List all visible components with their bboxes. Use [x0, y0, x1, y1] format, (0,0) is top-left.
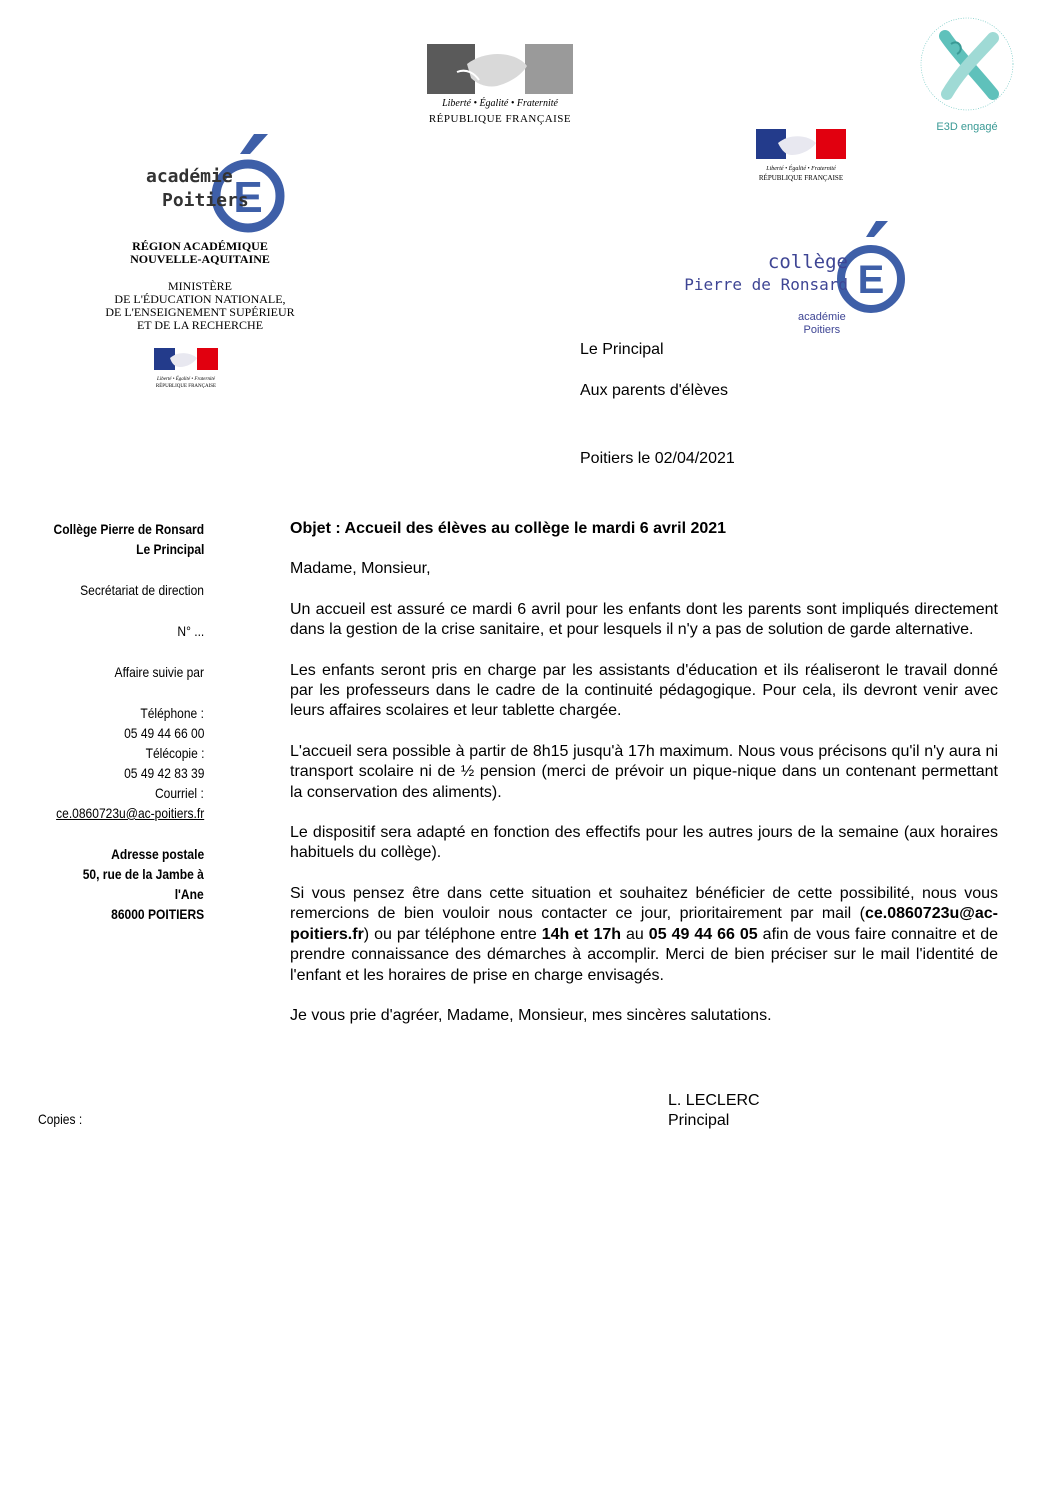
- marianne-icon: [427, 44, 573, 94]
- college-academie: académie Poitiers: [798, 311, 846, 336]
- college-name: Pierre de Ronsard: [684, 275, 848, 294]
- college-word: collège: [767, 251, 848, 273]
- sender: Le Principal: [580, 341, 664, 358]
- sidebar-addr1: 50, rue de la Jambe à: [82, 866, 204, 882]
- rf-name: RÉPUBLIQUE FRANÇAISE: [428, 113, 572, 125]
- republique-francaise-left-logo: [154, 348, 218, 389]
- e3d-logo: [912, 14, 1022, 133]
- svg-text:E: E: [233, 173, 263, 222]
- academie-word: académie: [146, 166, 233, 187]
- sidebar-college: Collège Pierre de Ronsard: [53, 521, 204, 537]
- rf-motto: Liberté • Égalité • Fraternité: [442, 98, 558, 109]
- sidebar-addr3: 86000 POITIERS: [110, 906, 204, 922]
- rf-flag-icon: [756, 129, 846, 159]
- ministere: MINISTÈRE DE L'ÉDUCATION NATIONALE, DE L'ENSEIGNEMENT SUPÉRIEUR ET DE LA RECHERCHE: [105, 279, 295, 332]
- rf-right-motto: Liberté • Égalité • Fraternité: [766, 166, 836, 172]
- rf-left-name: RÉPUBLIQUE FRANÇAISE: [155, 384, 217, 389]
- sidebar-mail-label: Courriel :: [155, 785, 204, 801]
- sidebar-addr-label: Adresse postale: [110, 846, 204, 862]
- recipient: Aux parents d'élèves: [580, 382, 729, 399]
- sidebar-fax-label: Télécopie :: [145, 745, 204, 761]
- academie-poitiers-logo: [140, 132, 290, 234]
- rf-left-flag-icon: [154, 348, 218, 370]
- paragraph-4: Le dispositif sera adapté en fonction des effectifs pour les autres jours de la semaine (aux horaires habituels du collège).: [290, 824, 998, 862]
- sidebar-tel-label: Téléphone :: [140, 705, 204, 721]
- sidebar-affaire: Affaire suivie par: [114, 664, 204, 680]
- contact-hours: 14h et 17h: [541, 925, 622, 943]
- republique-francaise-logo: [427, 44, 573, 125]
- sidebar-addr2: l'Ane: [175, 886, 204, 902]
- contact-mail[interactable]: ce.0860723u@ac-poitiers.fr: [290, 905, 998, 943]
- sidebar-numero: N° ...: [177, 623, 204, 639]
- paragraph-3: L'accueil sera possible à partir de 8h15 jusqu'à 17h maximum. Nous vous précisons qu'il n'y aura ni transport scolaire ni de ½ pension (merci de prévoir un pique-nique dans un contenant permettant la conservation des aliments).: [290, 742, 998, 801]
- objet: Objet : Accueil des élèves au collège le mardi 6 avril 2021: [290, 520, 727, 537]
- signature-name: L. LECLERC: [668, 1092, 760, 1109]
- contact-phone: 05 49 44 66 05: [648, 925, 758, 943]
- sidebar-secretariat: Secrétariat de direction: [80, 582, 204, 598]
- rf-right-name: RÉPUBLIQUE FRANÇAISE: [758, 174, 844, 182]
- paragraph-1: Un accueil est assuré ce mardi 6 avril pour les enfants dont les parents sont impliqués directement dans la gestion de la crise sanitaire, et pour lesquels il n'y a pas de solution de garde alternative.: [290, 600, 998, 639]
- sidebar-fax: 05 49 42 83 39: [123, 765, 204, 781]
- paragraph-5: Si vous pensez être dans cette situation et souhaitez bénéficier de cette possibilité, nous vous remercions de bien vouloir nous contacter ce jour, prioritairement par mail (ce.0860723u@ac-poitiers.fr) ou par téléphone entre 14h et 17h au 05 49 44 66 05 afin de vous faire connaitre et de prendre connaissance des démarches à accomplir. Merci de bien préciser sur le mail l'identité de l'enfant et les horaires de prise en charge envisagés.: [290, 884, 999, 984]
- e3d-label: E3D engagé: [936, 121, 998, 133]
- e3d-ribbon-icon: [917, 14, 1017, 114]
- sidebar-tel: 05 49 44 66 00: [123, 725, 204, 741]
- republique-francaise-small-logo: [756, 129, 846, 182]
- salutation: Madame, Monsieur,: [290, 560, 431, 578]
- signature-title: Principal: [668, 1112, 730, 1129]
- sidebar-role: Le Principal: [135, 541, 204, 557]
- place-date: Poitiers le 02/04/2021: [580, 450, 735, 467]
- rf-left-motto: Liberté • Égalité • Fraternité: [157, 377, 215, 382]
- closing: Je vous prie d'agréer, Madame, Monsieur, mes sincères salutations.: [290, 1006, 772, 1024]
- sidebar: [0, 519, 204, 924]
- academie-city: Poitiers: [162, 190, 249, 211]
- signature: [668, 1091, 760, 1131]
- paragraph-2: Les enfants seront pris en charge par les assistants d'éducation et ils réaliseront le travail donné par les professeurs dans le cadre de la continuité pédagogique. Pour cela, ils devront venir avec leurs affaires scolaires et leur tablette chargée.: [290, 661, 998, 720]
- copies-label: Copies :: [38, 1111, 83, 1127]
- sidebar-mail-link[interactable]: ce.0860723u@ac-poitiers.fr: [55, 805, 204, 821]
- svg-text:E: E: [857, 258, 885, 302]
- college-logo: [684, 217, 906, 342]
- letter-body: [290, 519, 998, 1026]
- region-academique: RÉGION ACADÉMIQUE NOUVELLE-AQUITAINE: [130, 239, 270, 266]
